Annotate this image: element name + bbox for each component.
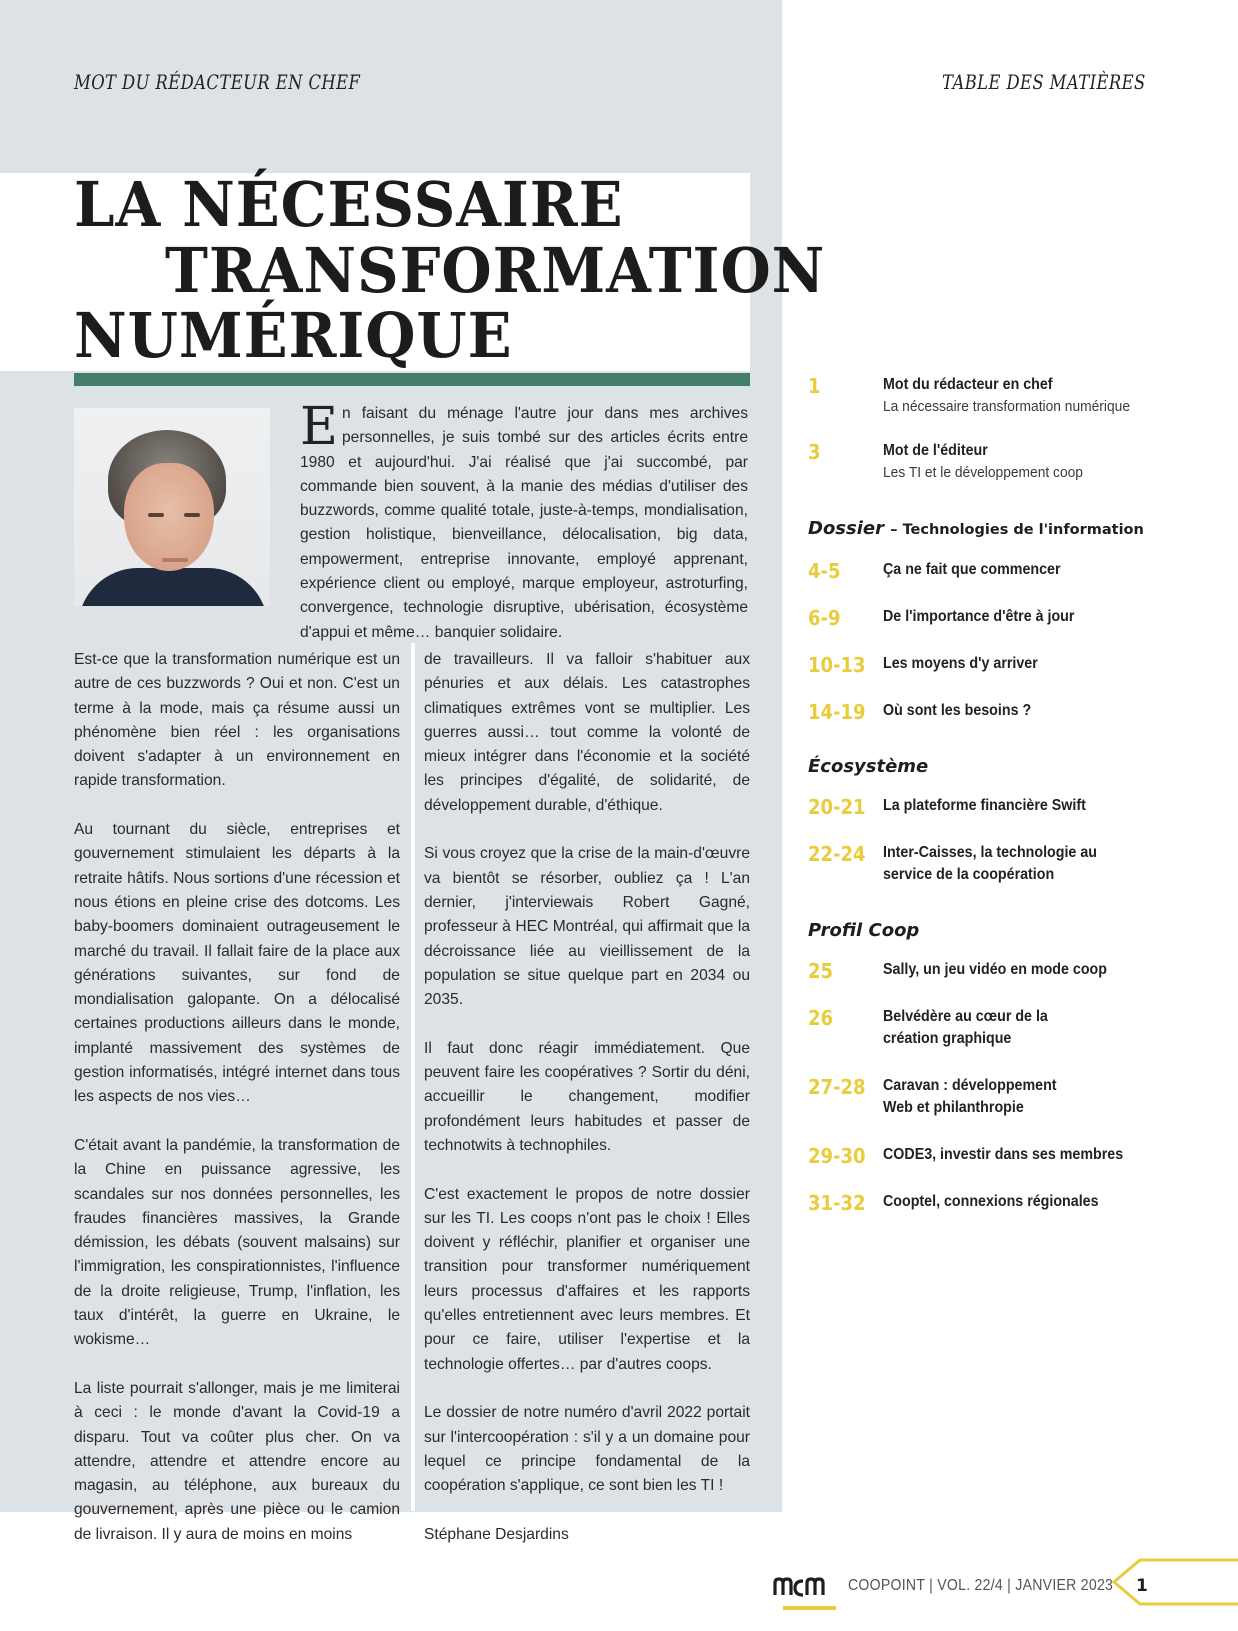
paragraph: Il faut donc réagir immédiatement. Que peuvent faire les coopératives ? Sortir du déni, accueillir le changement, modifier profondément leurs habitudes et passer de technotwits à technophiles. [424,1039,750,1154]
toc-entry[interactable] [808,559,1228,581]
toc-page-number: 25 [808,959,834,983]
toc-entry-subtitle: La nécessaire transformation numérique [883,398,1131,415]
toc-entry-title: Mot du rédacteur en chef [883,376,1053,393]
paragraph: C'est exactement le propos de notre dossier sur les TI. Les coops n'ont pas le choix ! Elles doivent y réfléchir, planifier et organiser une transition pour transformer numériquement leurs processus d'affaires et les rapports qu'elles entretiennent avec leurs membres. Et pour ce faire, utiliser l'expertise et la technologie offertes… par d'autres coops. [424,1185,750,1373]
toc-page-number: 6-9 [808,606,841,630]
toc-entry[interactable] [808,440,1228,484]
logo-underline [783,1606,836,1610]
toc-entry-subtitle: Les TI et le développement coop [883,464,1083,481]
mcm-logo-icon [773,1575,831,1599]
section-label-toc: TABLE DES MATIÈRES [942,70,1146,94]
publication-info: COOPOINT | VOL. 22/4 | JANVIER 2023 [848,1577,1114,1594]
author-signature: Stéphane Desjardins [424,1525,569,1543]
toc-entry[interactable] [808,842,1153,886]
toc-section-title: Dossier [808,518,884,539]
toc-section-heading-profil: Profil Coop [808,920,920,941]
toc-entry-title: La plateforme financière Swift [883,797,1086,814]
intro-text: n faisant du ménage l'autre jour dans mes archives personnelles, je suis tombé sur des articles écrits entre 1980 et aujourd'hui. J'ai réalisé que j'ai succombé, par commande bien souvent, à la manie des médias d'utiliser des buzzwords, comme qualité totale, juste-à-temps, mondialisation, gestion holistique, bienveillance, délocalisation, big data, empowerment, entreprise innovante, employé apprenant, expérience client ou employé, marque employeur, astroturfing, convergence, technologie disruptive, ubérisation, écosystème d'appui et même… banquier solidaire. [300,405,748,641]
toc-entry-title: Belvédère au cœur de la création graphique [883,1008,1048,1047]
toc-section-subtitle: – Technologies de l'information [890,522,1144,538]
toc-entry-title: Mot de l'éditeur [883,442,988,459]
toc-entry[interactable] [808,653,1228,675]
toc-entry-title: De l'importance d'être à jour [883,608,1075,625]
article-title-line-3: NUMÉRIQUE [74,299,513,372]
article-title-line-2: TRANSFORMATION [165,234,826,307]
toc-section-heading-dossier [808,518,1228,539]
toc-page-number: 22-24 [808,842,866,866]
article-column-1 [74,648,400,1571]
toc-entry-title: Caravan : développement Web et philanthropie [883,1077,1057,1116]
toc-entry-title: CODE3, investir dans ses membres [883,1146,1124,1163]
paragraph: La liste pourrait s'allonger, mais je me limiterai à ceci : le monde d'avant la Covid-19 a disparu. Tout va coûter plus cher. On va attendre, attendre et attendre encore au magasin, au téléphone, aux bureaux du gouvernement, après une pièce ou le camion de livraison. Il y aura de moins en moins [74,1379,400,1543]
title-underline-bar [74,373,750,386]
paragraph: de travailleurs. Il va falloir s'habituer aux pénuries et aux délais. Les catastrophes climatiques extrêmes vont se multiplier. Les guerres aussi… tout comme la volonté de mieux intégrer dans l'économie et la société les principes d'égalité, de solidarité, de développement durable, d'éthique. [424,651,750,814]
toc-entry[interactable] [808,1006,1118,1050]
toc-entry-title: Les moyens d'y arriver [883,655,1038,672]
toc-page-number: 27-28 [808,1075,866,1099]
toc-entry[interactable] [808,959,1228,981]
author-portrait [74,408,270,606]
drop-cap: E [300,397,338,457]
toc-section-heading-ecosysteme: Écosystème [808,756,929,777]
paragraph: Si vous croyez que la crise de la main-d'œuvre va bientôt se résorber, oubliez ça ! L'an dernier, j'interviewais Robert Gagné, professeur à HEC Montréal, qui affirmait que la décroissance liée au vieillissement de la population se situe quelque part en 2034 ou 2035. [424,845,750,1009]
toc-page-number: 14-19 [808,700,866,724]
toc-page-number: 10-13 [808,653,866,677]
toc-entry[interactable] [808,606,1228,628]
toc-entry[interactable] [808,1144,1228,1166]
toc-entry-title: Ça ne fait que commencer [883,561,1061,578]
toc-page-number: 4-5 [808,559,841,583]
toc-entry[interactable] [808,700,1228,722]
toc-page-number: 1 [808,374,821,398]
paragraph: C'était avant la pandémie, la transformation de la Chine en puissance agressive, les scandales sur nos données personnelles, les fraudes financières massives, la Grande démission, les débats (souvent malsains) sur l'immigration, les conspirationnistes, l'influence de la droite religieuse, Trump, l'inflation, les taux d'intérêt, la guerre en Ukraine, le wokisme… [74,1136,400,1349]
toc-entry-title: Inter-Caisses, la technologie au service de la coopération [883,844,1097,883]
toc-entry-title: Où sont les besoins ? [883,702,1032,719]
toc-page-number: 29-30 [808,1144,866,1168]
toc-page-number: 26 [808,1006,834,1030]
toc-entry[interactable] [808,374,1228,418]
paragraph: Au tournant du siècle, entreprises et gouvernement stimulaient les départs à la retraite hâtifs. Nous sortions d'une récession et nous étions en pleine crise des dotcoms. Les baby-boomers dominaient outrageusement le marché du travail. Il fallait faire de la place aux générations suivantes, sur fond de mondialisation galopante. On a délocalisé certaines productions ailleurs dans le monde, implanté massivement des systèmes de gestion informatisés, intégré internet dans tous les aspects de nos vies… [74,821,400,1106]
page-number: 1 [1136,1576,1148,1596]
toc-entry-title: Sally, un jeu vidéo en mode coop [883,961,1107,978]
page-number-tab-icon [1110,1557,1238,1607]
toc-page-number: 20-21 [808,795,866,819]
article-column-2 [424,648,750,1571]
section-label-editorial: MOT DU RÉDACTEUR EN CHEF [74,70,361,94]
intro-paragraph [300,397,748,645]
paragraph: Le dossier de notre numéro d'avril 2022 portait sur l'intercoopération : s'il y a un domaine pour lequel ce principe fondamental de la coopération s'applique, ce sont bien les TI ! [424,1404,750,1495]
toc-entry[interactable] [808,1191,1228,1213]
toc-entry[interactable] [808,795,1228,817]
toc-entry-title: Cooptel, connexions régionales [883,1193,1099,1210]
column-divider [411,643,415,1511]
toc-page-number: 31-32 [808,1191,866,1215]
paragraph: Est-ce que la transformation numérique est un autre de ces buzzwords ? Oui et non. C'est un terme à la mode, mais ça résume aussi un phénomène bien réel : les organisations doivent s'adapter à un environnement en rapide transformation. [74,651,400,790]
table-of-contents [808,374,1228,1213]
toc-entry[interactable] [808,1075,1098,1119]
toc-page-number: 3 [808,440,821,464]
article-title-line-1: LA NÉCESSAIRE [74,168,624,241]
